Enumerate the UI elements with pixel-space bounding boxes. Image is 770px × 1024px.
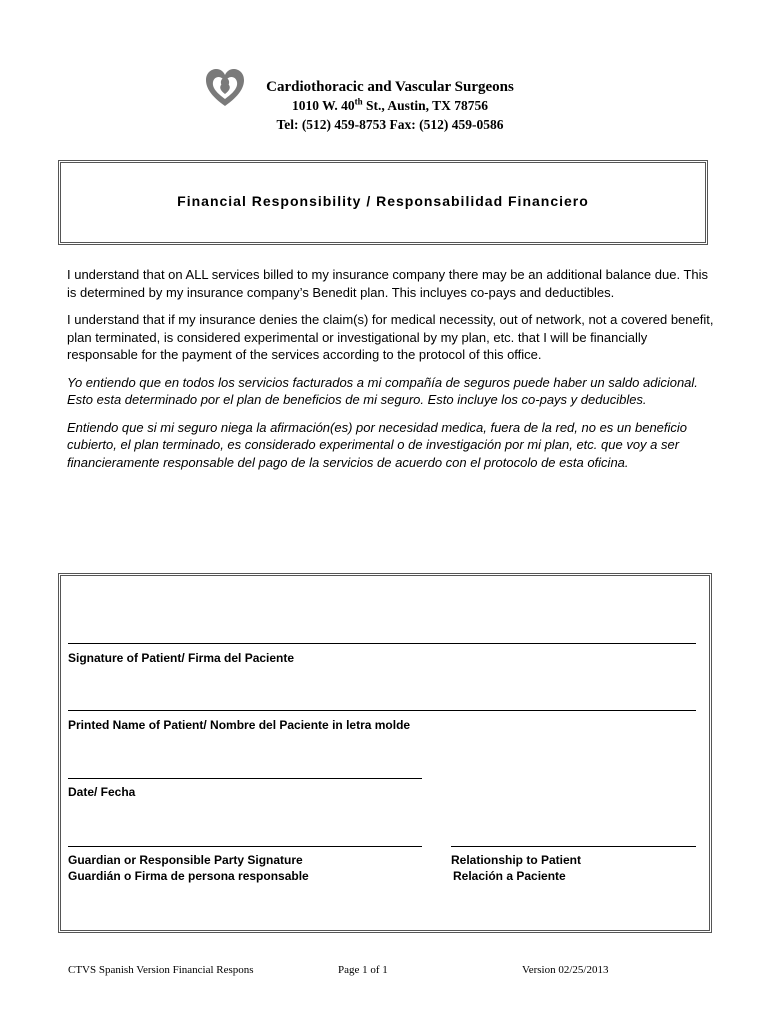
- letterhead: [255, 78, 525, 134]
- printed-name-label: Printed Name of Patient/ Nombre del Paciente in letra molde: [68, 718, 411, 732]
- relationship-label-en: Relationship to Patient: [451, 853, 582, 867]
- heart-logo-icon: [205, 68, 245, 108]
- relationship-label-es: Relación a Paciente: [453, 869, 566, 883]
- address-street-number: 1010 W. 40: [291, 98, 355, 113]
- paragraph-es-balance: Yo entiendo que en todos los servicios facturados a mi compañía de seguros puede haber un saldo adicional. Esto esta determinado por el plan de beneficios de mi seguro. Esto incluye los co-pays y deducibles.: [67, 374, 698, 407]
- relationship-line[interactable]: [451, 846, 696, 847]
- patient-signature-line[interactable]: [68, 643, 696, 644]
- organization-contact: Tel: (512) 459-8753 Fax: (512) 459-0586: [276, 117, 504, 132]
- organization-name: Cardiothoracic and Vascular Surgeons: [266, 79, 514, 95]
- guardian-signature-line[interactable]: [68, 846, 422, 847]
- footer-version: Version 02/25/2013: [522, 964, 609, 976]
- title-box: [58, 160, 708, 245]
- date-line[interactable]: [68, 778, 422, 779]
- footer-page-number: Page 1 of 1: [338, 964, 388, 976]
- printed-name-line[interactable]: [68, 710, 696, 711]
- paragraph-en-denial: I understand that if my insurance denies the claim(s) for medical necessity, out of network, not a covered benefit, plan terminated, is considered experimental or investigational by my plan, etc. that I will be financially responsable for the payment of the services according to the protocol of this office.: [67, 312, 714, 362]
- address-city-state: St., Austin, TX 78756: [362, 98, 489, 113]
- patient-signature-label: Signature of Patient/ Firma del Paciente: [68, 651, 295, 665]
- paragraph-es-denial: Entiendo que si mi seguro niega la afirmación(es) por necesidad medica, fuera de la red, no es un beneficio cubierto, el plan terminado, es considerado experimental o de investigación por mi plan, etc. que voy a ser financieramente responsable del pago de la servicios de acuerdo con el protocolo de esta oficina.: [67, 419, 688, 470]
- signature-box: [58, 573, 712, 933]
- address-ordinal-suffix: th: [354, 96, 363, 107]
- document-title: Financial Responsibility / Responsabilidad Financiero: [177, 193, 589, 209]
- paragraph-en-balance: I understand that on ALL services billed to my insurance company there may be an additional balance due. This is determined by my insurance company’s Benedit plan. This incluyes co-pays and deductibles.: [67, 267, 708, 300]
- guardian-signature-label-es: Guardián o Firma de persona responsable: [68, 869, 309, 883]
- date-label: Date/ Fecha: [68, 785, 136, 799]
- policy-text: [67, 266, 717, 481]
- footer-left: CTVS Spanish Version Financial Respons: [68, 964, 254, 976]
- guardian-signature-label-en: Guardian or Responsible Party Signature: [68, 853, 303, 867]
- organization-address: [255, 96, 525, 115]
